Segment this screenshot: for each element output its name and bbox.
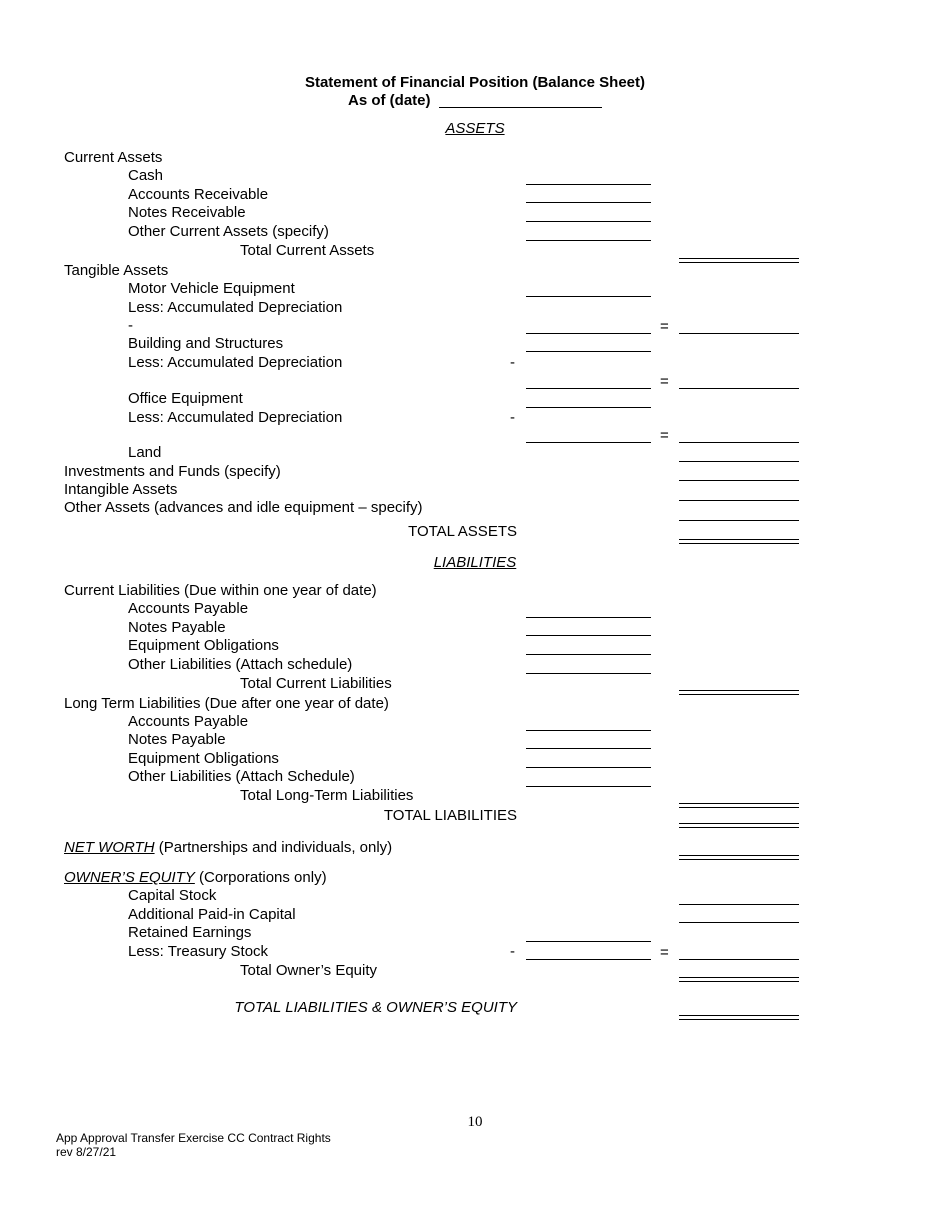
cl-accounts-payable-field[interactable] <box>526 617 651 618</box>
total-long-term-liabilities-label: Total Long-Term Liabilities <box>240 787 414 804</box>
motor-equals: = <box>660 318 669 335</box>
total-current-assets-field[interactable] <box>679 258 799 263</box>
motor-net-field[interactable] <box>679 333 799 334</box>
page-title: Statement of Financial Position (Balance Sheet) <box>304 74 646 91</box>
building-net-field[interactable] <box>679 388 799 389</box>
additional-paid-in-capital-label: Additional Paid-in Capital <box>128 906 296 923</box>
form-name: App Approval Transfer Exercise CC Contract Rights <box>56 1131 331 1145</box>
retained-earnings-label: Retained Earnings <box>128 924 252 941</box>
accounts-receivable-label: Accounts Receivable <box>128 186 269 203</box>
current-assets-label: Current Assets <box>64 149 163 166</box>
total-long-term-liabilities-field[interactable] <box>679 803 799 808</box>
notes-receivable-label: Notes Receivable <box>128 204 246 221</box>
lt-accounts-payable-label: Accounts Payable <box>128 713 249 730</box>
building-depreciation-label: Less: Accumulated Depreciation <box>128 354 343 371</box>
lt-notes-payable-field[interactable] <box>526 748 651 749</box>
net-worth-note: (Partnerships and individuals, only) <box>154 839 393 856</box>
land-label: Land <box>128 444 162 461</box>
capital-stock-field[interactable] <box>679 904 799 905</box>
intangible-assets-field[interactable] <box>679 500 799 501</box>
cl-accounts-payable-label: Accounts Payable <box>128 600 249 617</box>
building-equals: = <box>660 373 669 390</box>
investments-field[interactable] <box>679 480 799 481</box>
grand-total-label: TOTAL LIABILITIES & OWNER’S EQUITY <box>234 999 517 1016</box>
lt-other-liabilities-label: Other Liabilities (Attach Schedule) <box>128 768 355 785</box>
grand-total-field[interactable] <box>679 1015 799 1020</box>
net-worth-label: NET WORTH <box>64 839 155 856</box>
office-equipment-label: Office Equipment <box>128 390 243 407</box>
owners-equity-row <box>64 869 327 887</box>
intangible-assets-label: Intangible Assets <box>64 481 178 498</box>
cash-field[interactable] <box>526 184 651 185</box>
long-term-liabilities-label: Long Term Liabilities (Due after one year of date) <box>64 695 389 712</box>
as-of-date-label: As of (date) <box>348 92 431 109</box>
building-label: Building and Structures <box>128 335 284 352</box>
capital-stock-label: Capital Stock <box>128 887 217 904</box>
total-current-liabilities-field[interactable] <box>679 690 799 695</box>
total-assets-label: TOTAL ASSETS <box>408 523 517 540</box>
building-field[interactable] <box>526 351 651 352</box>
total-liabilities-label: TOTAL LIABILITIES <box>383 807 517 824</box>
liabilities-heading: LIABILITIES <box>433 554 517 571</box>
lt-equipment-obligations-field[interactable] <box>526 767 651 768</box>
lt-other-liabilities-field[interactable] <box>526 786 651 787</box>
page-number: 10 <box>467 1114 483 1130</box>
tangible-assets-label: Tangible Assets <box>64 262 169 279</box>
total-owners-equity-label: Total Owner’s Equity <box>240 962 378 979</box>
equity-net-field[interactable] <box>679 959 799 960</box>
investments-label: Investments and Funds (specify) <box>64 463 281 480</box>
office-depreciation-label: Less: Accumulated Depreciation <box>128 409 343 426</box>
lt-notes-payable-label: Notes Payable <box>128 731 226 748</box>
additional-paid-in-capital-field[interactable] <box>679 922 799 923</box>
other-assets-field[interactable] <box>679 520 799 521</box>
cl-other-liabilities-field[interactable] <box>526 673 651 674</box>
date-field[interactable] <box>439 107 602 108</box>
motor-depreciation-field[interactable] <box>526 333 651 334</box>
other-assets-label: Other Assets (advances and idle equipment – specify) <box>64 499 423 516</box>
office-equipment-field[interactable] <box>526 407 651 408</box>
retained-earnings-field[interactable] <box>526 941 651 942</box>
cl-other-liabilities-label: Other Liabilities (Attach schedule) <box>128 656 353 673</box>
treasury-equals: = <box>660 944 669 961</box>
net-worth-field[interactable] <box>679 855 799 860</box>
office-depreciation-field[interactable] <box>526 442 651 443</box>
cl-equipment-obligations-label: Equipment Obligations <box>128 637 279 654</box>
lt-accounts-payable-field[interactable] <box>526 730 651 731</box>
building-dash: - <box>510 354 515 371</box>
cash-label: Cash <box>128 167 164 184</box>
assets-heading: ASSETS <box>445 120 505 137</box>
accounts-receivable-field[interactable] <box>526 202 651 203</box>
other-current-assets-label: Other Current Assets (specify) <box>128 223 329 240</box>
building-depreciation-field[interactable] <box>526 388 651 389</box>
cl-equipment-obligations-field[interactable] <box>526 654 651 655</box>
net-worth-row <box>64 839 392 857</box>
treasury-dash: - <box>510 943 515 960</box>
total-current-assets-label: Total Current Assets <box>240 242 375 259</box>
total-assets-field[interactable] <box>679 539 799 544</box>
owners-equity-label: OWNER’S EQUITY <box>64 869 195 886</box>
office-equals: = <box>660 427 669 444</box>
motor-vehicle-label: Motor Vehicle Equipment <box>128 280 295 297</box>
motor-depreciation-label: Less: Accumulated Depreciation <box>128 299 343 316</box>
lt-equipment-obligations-label: Equipment Obligations <box>128 750 279 767</box>
land-field[interactable] <box>679 461 799 462</box>
treasury-stock-field[interactable] <box>526 959 651 960</box>
total-liabilities-field[interactable] <box>679 823 799 828</box>
total-current-liabilities-label: Total Current Liabilities <box>240 675 392 692</box>
motor-dash: - <box>128 317 133 334</box>
notes-receivable-field[interactable] <box>526 221 651 222</box>
cl-notes-payable-field[interactable] <box>526 635 651 636</box>
office-dash: - <box>510 409 515 426</box>
owners-equity-note: (Corporations only) <box>194 869 327 886</box>
other-current-assets-field[interactable] <box>526 240 651 241</box>
current-liabilities-label: Current Liabilities (Due within one year of date) <box>64 582 377 599</box>
office-net-field[interactable] <box>679 442 799 443</box>
motor-vehicle-field[interactable] <box>526 296 651 297</box>
cl-notes-payable-label: Notes Payable <box>128 619 226 636</box>
treasury-stock-label: Less: Treasury Stock <box>128 943 269 960</box>
total-owners-equity-field[interactable] <box>679 977 799 982</box>
revision-date: rev 8/27/21 <box>56 1145 117 1159</box>
